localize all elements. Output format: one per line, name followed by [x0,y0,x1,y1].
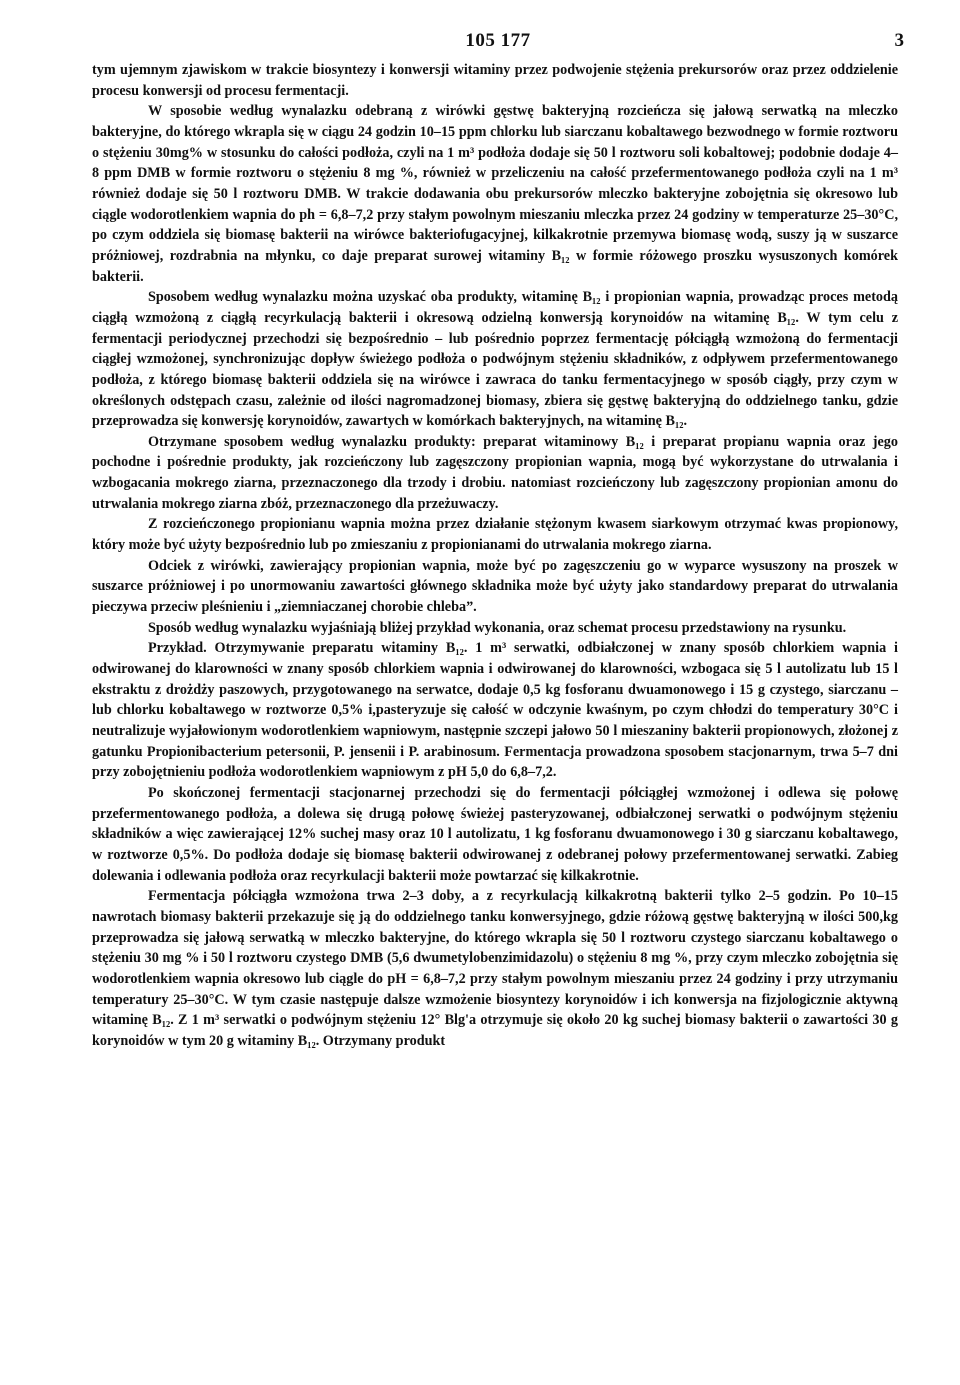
paragraph-effluent: Odciek z wirówki, zawierający propionian wapnia, może być po zagęszczeniu go w wyparce wysuszony na proszek w suszarce próżniowej i po unormowaniu zawartości głównego składnika może być użyty jako standardowy preparat do utrwalania pieczywa przeciw pleśnieniu i „ziemniaczanej chorobie chleba”. [92,557,898,616]
paragraph-products: Otrzymane sposobem według wynalazku produkty: preparat witaminowy B₁₂ i preparat propianu wapnia oraz jego pochodne i pośrednie produkty, jak rozcieńczony lub zagęszczony propionian wapnia, mogą być wykorzystane do utrwalania i wzbogacania mokrego ziarna, przeznaczonego dla trzody i drobiu. natomiast rozcieńczony lub zagęszczony propionian amonu do utrwalania mokrego ziarna zbóż, przeznaczonego dla przeżuwaczy. [92,433,898,512]
paragraph-example-intro: Sposób według wynalazku wyjaśniają bliżej przykład wykonania, oraz schemat procesu przedstawiony na rysunku. [148,619,847,636]
paragraph-semicontinuous: Po skończonej fermentacji stacjonarnej przechodzi się do fermentacji półciągłej wzmożonej i odlewa się połowę przefermentowanego podłoża, a dolewa się drugą połowę świeżej pasteryzowanej, odbiałczonej serwatki o podwójnym stężeniu składników a więc zawierającej 12% suchej masy oraz 10 l autolizatu, 1 kg fosforanu dwuamonowego i 30 g siarczanu kobaltawego, w roztworze 0,5%. Do podłoża dodaje się biomasę bakterii odwirowanej z odebranej połowy przefermentowanej serwatki. Zabieg dolewania i odlewania podłoża oraz recyrkulacji bakterii może powtarzać się kilkakrotnie. [92,784,898,884]
document-number: 105 177 [465,30,531,51]
paragraph-continuous-method: Sposobem według wynalazku można uzyskać oba produkty, witaminę B₁₂ i propionian wapnia, prowadząc proces metodą ciągłą wzmożoną z ciągłą recyrkulacją bakterii i okresową odzielną konwersją korynoidów na witaminę B₁₂. W tym celu z fermentacji periodycznej przechodzi się bezpośrednio – lub pośrednio poprzez fermentację półciągłą wzmożoną do fermentacji ciągłej wzmożonej, synchronizując dopływ świeżego podłoża o podwójnym stężeniu składników, z odpływem przefermentowanego podłoża, z którego biomasę bakterii oddziela się na wirówce i zawraca do tanku fermentacyjnego w sposób ciągły, przy czym w określonych odstępach czasu, zależnie od ilości nagromadzonej biomasy, zbiera się gęstwę bakteryjną do oddzielnego tanku, gdzie przeprowadza się konwersję korynoidów, zawartych w komórkach bakteryjnych, na witaminę B₁₂. [92,289,898,430]
document-body [92,60,898,1052]
paragraph-example: Przykład. Otrzymywanie preparatu witaminy B₁₂. 1 m³ serwatki, odbiałczonej w znany sposób chlorkiem wapnia i odwirowanej do klarowności w znany sposób chlorkiem wapnia i odwirowanej do klarowności, wzbogaca się 5 l autolizatu lub 15 l ekstraktu z drożdży paszowych, przygotowanego na serwatce, dodaje 0,5 kg fosforanu dwuamonowego i 15 g czystego, siarczanu – lub chlorku kobaltawego w roztworze 0,5% i,pasteryzuje się całość w odczynie kwaśnym, po czym chłodzi do temperatury 30°C i neutralizuje wyjałowionym wodorotlenkiem wapniowym, następnie szczepi jałowo 50 l mieszaniny bakterii propionowych, złożonej z gatunku Propionibacterium petersonii, P. jensenii i P. arabinosum. Fermentacja prowadzona sposobem stacjonarnym, trwa 5–7 dni przy zobojętnieniu podłoża wodorotlenkiem wapniowym z pH 5,0 do 6,8–7,2. [92,640,898,781]
paragraph-propionic-acid: Z rozcieńczonego propionianu wapnia można przez działanie stężonym kwasem siarkowym otrzymać kwas propionowy, który może być użyty bezpośrednio lub po zmieszaniu z propionianami do utrwalania mokrego ziarna. [92,516,898,554]
page-header [92,30,904,60]
paragraph-method-description: W sposobie według wynalazku odebraną z wirówki gęstwę bakteryjną rozcieńcza się jałową serwatką na mleczko bakteryjne, do którego wkrapla się w ciągu 24 godzin 10–15 ppm chlorku lub siarczanu kobaltawego bezwodnego w formie roztworu o stężeniu 30mg% w stosunku do całości podłoża, czyli na 1 m³ podłoża dodaje się 50 l roztworu soli kobaltowej; podobnie dodaje 4–8 ppm DMB w formie roztworu o stężeniu 8 mg %, również w przeliczeniu na całość przefermentowanego podłoża czyli na 1 m³ również dodaje się 50 l roztworu DMB. W trakcie dodawania obu prekursorów mleczko bakteryjne zobojętnia się okresowo lub ciągle wodorotlenkiem wapnia do ph = 6,8–7,2 przy stałym powolnym mieszaniu mleczka przez 24 godziny w temperaturze 25–30°C, po czym oddziela się biomasę bakterii na wirówce bakteriofugacyjnej, kilkakrotnie przemywa biomasę wodą, suszy ją w suszarce próżniowej, rozdrabnia na młynku, co daje preparat surowej witaminy B₁₂ w formie różowego proszku wysuszonych komórek bakterii. [92,103,898,285]
paragraph-intro-continuation: tym ujemnym zjawiskom w trakcie biosyntezy i konwersji witaminy przez podwojenie stężenia prekursorów oraz przez oddzielenie procesu konwersji od procesu fermentacji. [92,62,898,99]
paragraph-semicontinuous-duration: Fermentacja półciągła wzmożona trwa 2–3 doby, a z recyrkulacją kilkakrotną bakterii tylko 2–5 godzin. Po 10–15 nawrotach biomasy bakterii przekazuje się ją do oddzielnego tanku konwersyjnego, gdzie różową gęstwę bakteryjną w ilości 500,kg przeprowadza się jałową serwatką w mleczko bakteryjne, do którego wkrapla się 50 l roztworu czystego siarczanu kobaltawego o stężeniu 30 mg % i 50 l roztworu czystego DMB (5,6 dwumetylobenzimidazolu) o stężeniu 8 mg %, przy czym mleczko zobojętnia się wodorotlenkiem wapnia okresowo lub ciągle do pH = 6,8–7,2 przy stałym powolnym mieszaniu przez 24 godziny i przy utrzymaniu temperatury 25–30°C. W tym czasie następuje dalsze wzmożenie biosyntezy korynoidów i ich konwersja na fizjologicznie aktywną witaminę B₁₂. Z 1 m³ serwatki o podwójnym stężeniu 12° Blg'a otrzymuje się około 20 kg suchej biomasy bakterii o zawartości 30 g korynoidów w tym 20 g witaminy B₁₂. Otrzymany produkt [92,888,898,1049]
page-number: 3 [894,30,904,51]
